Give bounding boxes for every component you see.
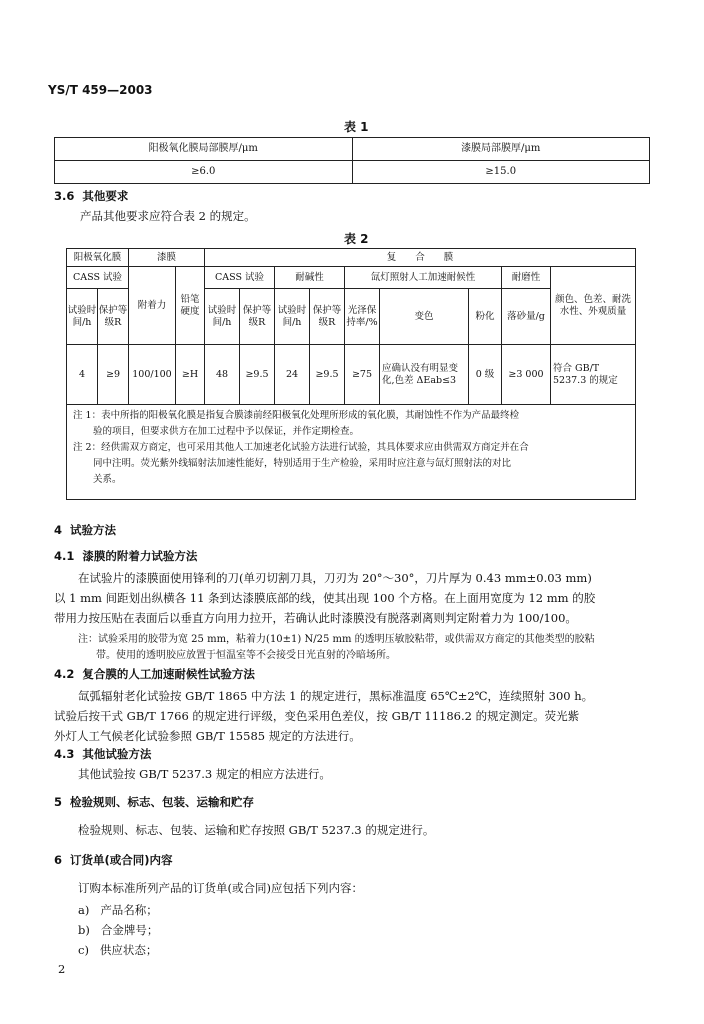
section-4-2-line2: 试验后按干式 GB/T 1766 的规定进行评级，变色采用色差仪，按 GB/T 11186.2 的规定测定。荧光紫 xyxy=(54,709,580,723)
table2-value-rating3: ≥9.5 xyxy=(310,345,345,405)
section-number: 6 xyxy=(54,853,63,867)
table2-header-abrasion: 耐磨性 xyxy=(502,267,551,289)
section-4-2-line1: 氙弧辐射老化试验按 GB/T 1865 中方法 1 的规定进行，黑标准温度 65℃±2℃，连续照射 300 h。 xyxy=(78,689,594,703)
list-item xyxy=(78,942,157,958)
section-title: 复合膜的人工加速耐候性试验方法 xyxy=(82,667,255,681)
list-text: 供应状态； xyxy=(99,943,158,957)
section-4-1-line2: 以 1 mm 间距划出纵横各 11 条到达漆膜底部的线，使其出现 100 个方格。在上面用宽度为 12 mm 的胶 xyxy=(54,591,596,605)
table2-value-falling: ≥3 000 xyxy=(502,345,551,405)
table2-value-time: 4 xyxy=(67,345,98,405)
table2-header-cass: CASS 试验 xyxy=(67,267,129,289)
table2-header-hardness: 铅笔硬度 xyxy=(176,267,205,345)
table1-col1-header: 阳极氧化膜局部膜厚/μm xyxy=(55,138,353,161)
list-marker: c) xyxy=(78,943,89,957)
table2-note2-line1: 注 2：经供需双方商定，也可采用其他人工加速老化试验方法进行试验，其具体要求应由供需双方商定并在合 xyxy=(73,442,529,453)
section-6-heading xyxy=(54,852,173,868)
section-title: 漆膜的附着力试验方法 xyxy=(82,549,198,563)
table2-header-time3: 试验时间/h xyxy=(275,289,310,345)
table2-value-adhesion: 100/100 xyxy=(129,345,176,405)
table2-notes xyxy=(66,404,636,500)
section-4-2-heading xyxy=(54,666,255,682)
section-5-text: 检验规则、标志、包装、运输和贮存按照 GB/T 5237.3 的规定进行。 xyxy=(78,823,435,837)
table2-header-rating: 保护等级R xyxy=(98,289,129,345)
table2-value-hardness: ≥H xyxy=(176,345,205,405)
table2-value-chalk: 0 级 xyxy=(469,345,502,405)
list-item xyxy=(78,902,158,918)
section-4-heading xyxy=(54,522,116,538)
section-4-1-line1: 在试验片的漆膜面使用锋利的刀(单刃切割刀具，刀刃为 20°～30°，刀片厚为 0.43 mm±0.03 mm) xyxy=(78,571,592,585)
section-6-text: 订购本标准所列产品的订货单(或合同)应包括下列内容： xyxy=(78,881,363,895)
table2-header-anodic: 阳极氧化膜 xyxy=(67,249,129,267)
table1 xyxy=(54,137,650,184)
section-number: 4.3 xyxy=(54,747,75,761)
section-title: 其他试验方法 xyxy=(82,747,152,761)
table2-header-discolor: 变色 xyxy=(380,289,469,345)
table2-value-rating: ≥9 xyxy=(98,345,129,405)
table2-header-gloss: 光泽保持率/% xyxy=(345,289,380,345)
section-title: 其他要求 xyxy=(82,189,129,203)
list-marker: a) xyxy=(78,903,90,917)
table2 xyxy=(66,248,636,405)
table2-value-rating2: ≥9.5 xyxy=(240,345,275,405)
standard-code: YS/T 459—2003 xyxy=(48,83,153,97)
table2-header-time2: 试验时间/h xyxy=(205,289,240,345)
table2-header-chalk: 粉化 xyxy=(469,289,502,345)
table2-header-rating2: 保护等级R xyxy=(240,289,275,345)
section-title: 试验方法 xyxy=(70,523,117,537)
section-4-3-text: 其他试验按 GB/T 5237.3 规定的相应方法进行。 xyxy=(78,767,331,781)
section-4-1-note-line1: 注：试验采用的胶带为宽 25 mm，粘着力(10±1) N/25 mm 的透明压敏胶粘带，或供需双方商定的其他类型的胶粘 xyxy=(78,634,595,645)
section-3-6-heading xyxy=(54,188,128,204)
table2-header-paint: 漆膜 xyxy=(129,249,205,267)
page-number: 2 xyxy=(58,962,66,976)
table1-col1-value: ≥6.0 xyxy=(55,161,353,184)
list-text: 合金牌号； xyxy=(100,923,159,937)
table2-note1-line2: 验的项目，但要求供方在加工过程中予以保证，并作定期检查。 xyxy=(93,426,360,437)
table2-value-gloss: ≥75 xyxy=(345,345,380,405)
table2-header-cass2: CASS 试验 xyxy=(205,267,275,289)
table2-header-falling: 落砂量/g xyxy=(502,289,551,345)
table2-header-xenon: 氙灯照射人工加速耐候性 xyxy=(345,267,502,289)
section-number: 4.2 xyxy=(54,667,75,681)
section-number: 4 xyxy=(54,523,63,537)
section-5-heading xyxy=(54,794,254,810)
section-number: 4.1 xyxy=(54,549,75,563)
table2-header-composite: 复 合 膜 xyxy=(205,249,636,267)
table2-note2-line2: 同中注明。荧光紫外线辐射法加速性能好，特别适用于生产检验，采用时应注意与氙灯照射法的对比 xyxy=(93,458,512,469)
table2-value-time3: 24 xyxy=(275,345,310,405)
list-item xyxy=(78,922,158,938)
section-4-1-note-line2: 带。使用的透明胶应放置于恒温室等不会接受日光直射的冷暗场所。 xyxy=(96,650,396,661)
section-3-6-text: 产品其他要求应符合表 2 的规定。 xyxy=(80,209,256,223)
table1-col2-value: ≥15.0 xyxy=(352,161,650,184)
table2-header-adhesion: 附着力 xyxy=(129,267,176,345)
table1-caption: 表 1 xyxy=(344,120,369,134)
table2-caption: 表 2 xyxy=(344,232,369,246)
section-4-1-heading xyxy=(54,548,197,564)
table2-note1-line1: 注 1：表中所指的阳极氧化膜是指复合膜漆前经阳极氧化处理所形成的氧化膜，其耐蚀性不作为产品最终检 xyxy=(73,410,520,421)
table2-header-color: 颜色、色差、耐洗水性、外观质量 xyxy=(551,267,636,345)
table2-header-time: 试验时间/h xyxy=(67,289,98,345)
section-4-3-heading xyxy=(54,746,151,762)
table2-header-alkali: 耐碱性 xyxy=(275,267,345,289)
table2-note2-line3: 关系。 xyxy=(93,474,122,485)
section-title: 订货单(或合同)内容 xyxy=(70,853,173,867)
table1-col2-header: 漆膜局部膜厚/μm xyxy=(352,138,650,161)
section-number: 5 xyxy=(54,795,63,809)
section-title: 检验规则、标志、包装、运输和贮存 xyxy=(70,795,255,809)
table2-header-rating3: 保护等级R xyxy=(310,289,345,345)
section-4-2-line3: 外灯人工气候老化试验参照 GB/T 15585 规定的方法进行。 xyxy=(54,729,361,743)
list-text: 产品名称； xyxy=(100,903,158,917)
section-4-1-line3: 带用力按压贴在表面后以垂直方向用力拉开，若确认此时漆膜没有脱落剥离则判定附着力为 100/100。 xyxy=(54,611,577,625)
list-marker: b) xyxy=(78,923,90,937)
section-number: 3.6 xyxy=(54,189,75,203)
table2-value-discolor: 应确认没有明显变化,色差 ΔEab≤3 xyxy=(380,345,469,405)
table2-value-color: 符合 GB/T 5237.3 的规定 xyxy=(551,345,636,405)
table2-value-time2: 48 xyxy=(205,345,240,405)
